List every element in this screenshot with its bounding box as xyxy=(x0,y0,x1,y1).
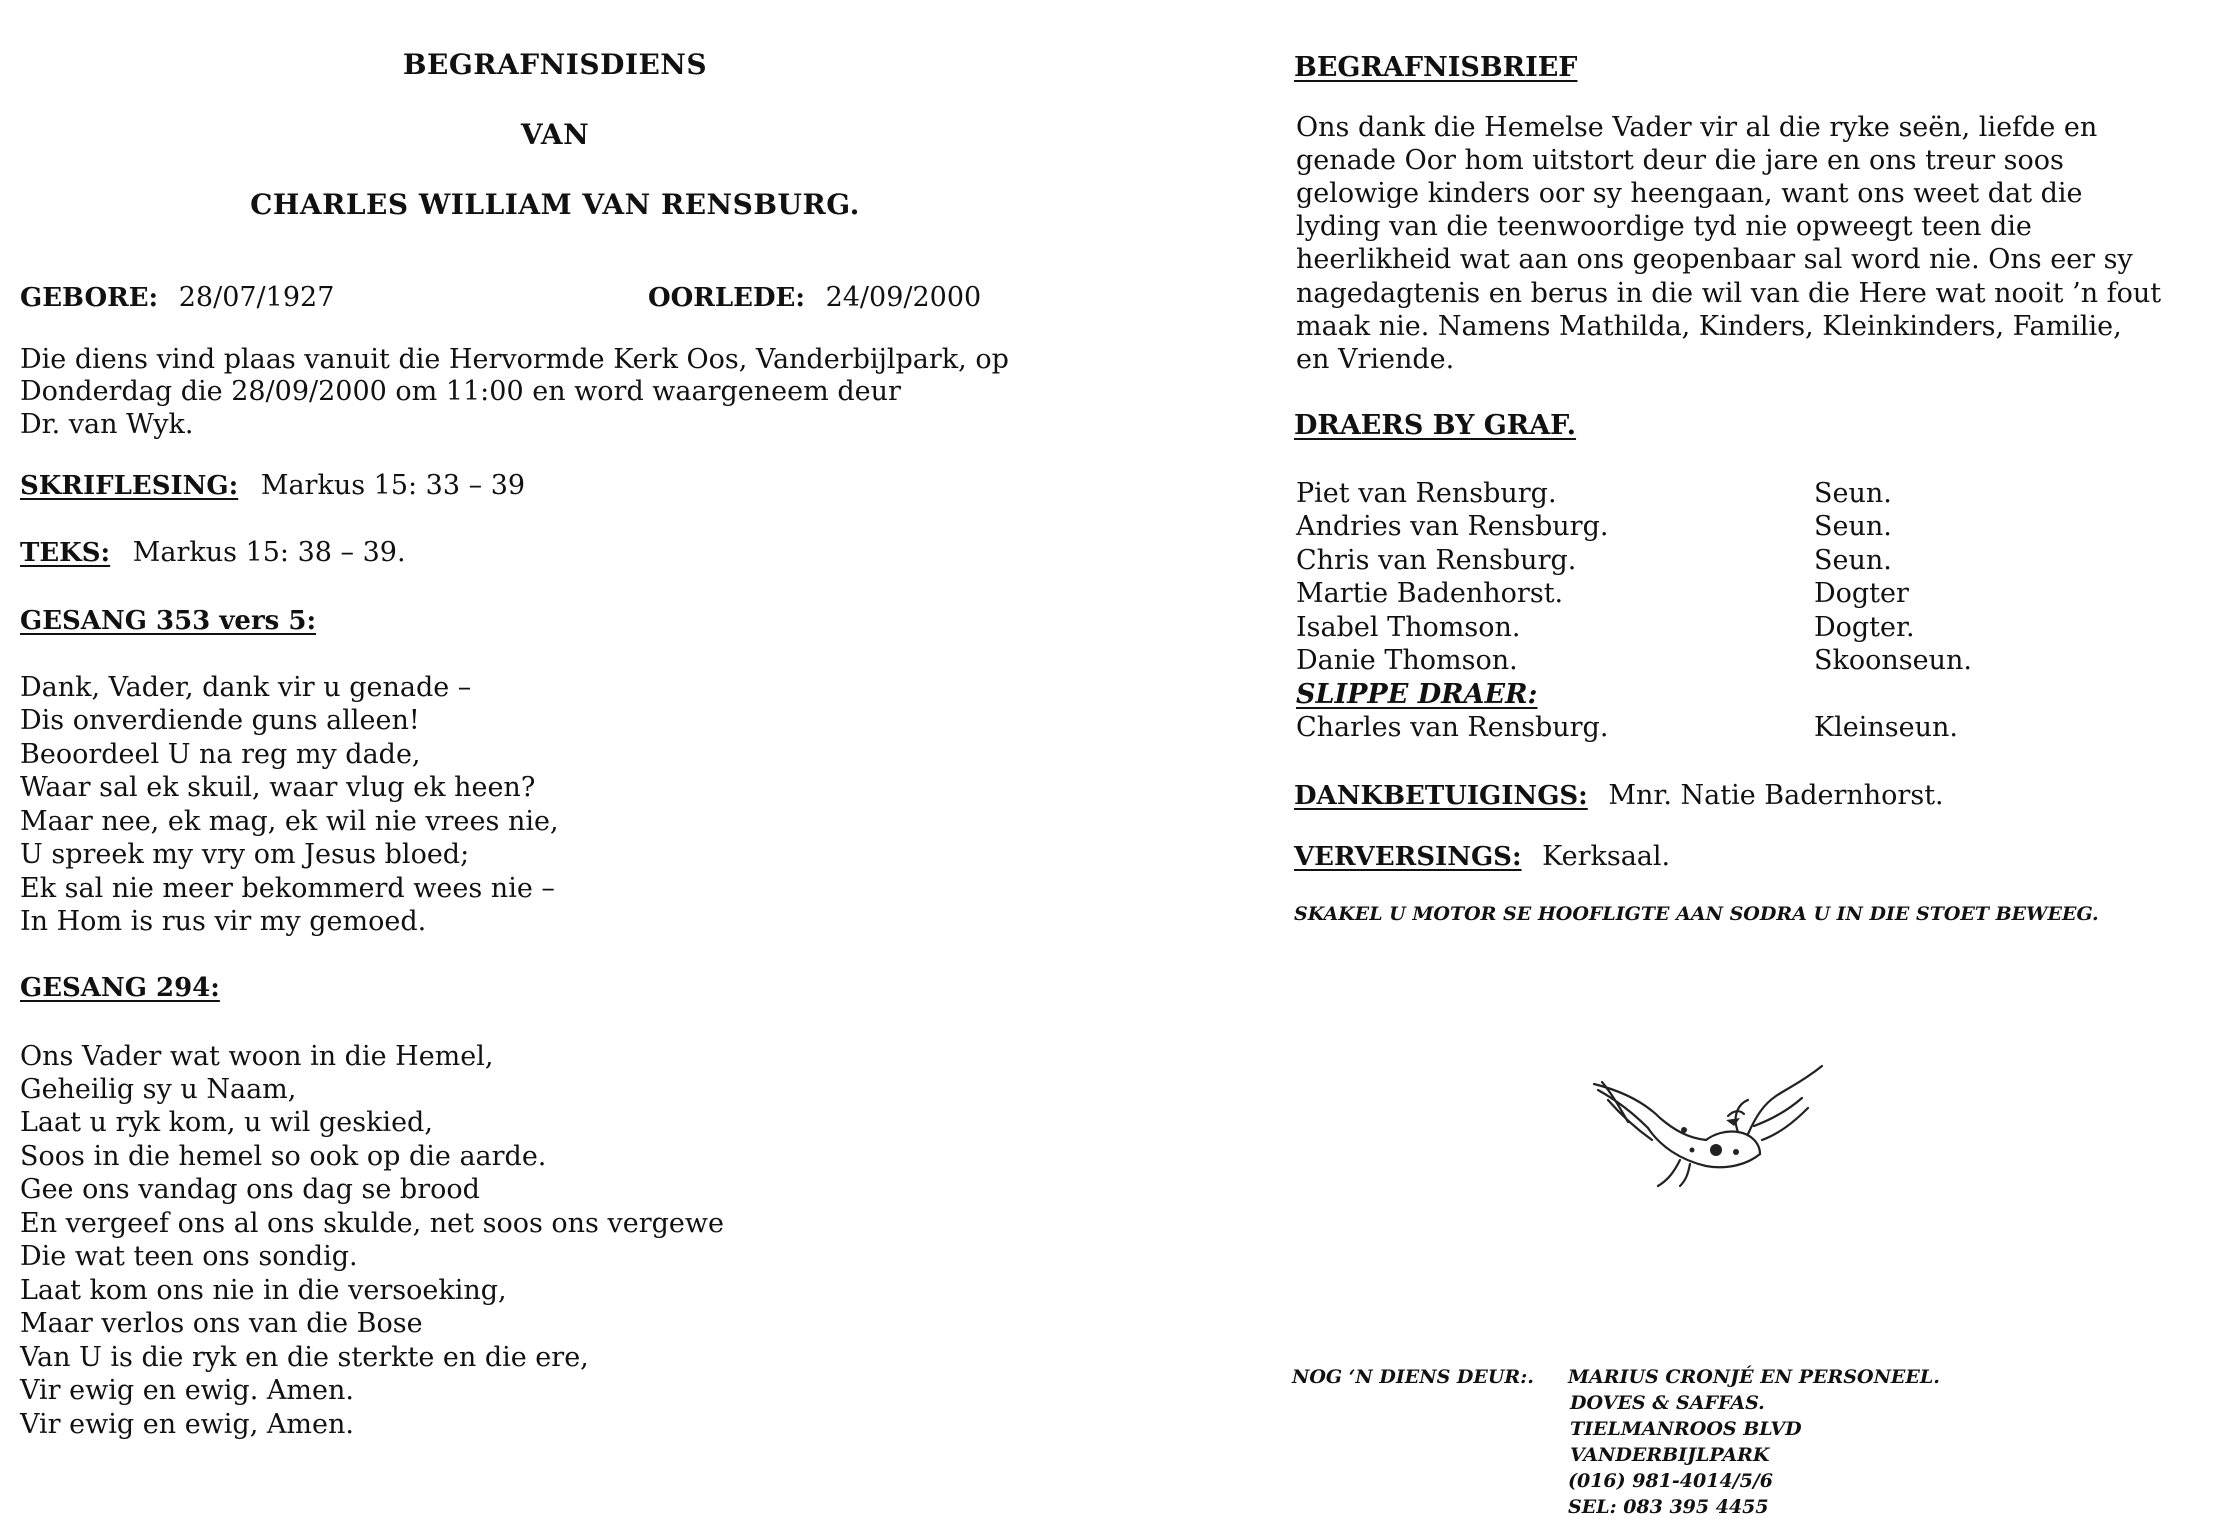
undertaker-line: MARIUS CRONJÉ EN PERSONEEL. xyxy=(1568,1366,1940,1388)
hymn2-line: En vergeef ons al ons skulde, net soos ons vergewe xyxy=(20,1208,724,1239)
undertaker-mobile: SEL: 083 395 4455 xyxy=(1568,1496,1769,1518)
letter-line: nagedagtenis en berus in die wil van die Here wat nooit ’n fout xyxy=(1296,278,2162,309)
program-title-van: VAN xyxy=(520,118,590,151)
hymn1-line: In Hom is rus vir my gemoed. xyxy=(20,906,427,937)
bearer-role: Seun. xyxy=(1814,545,1892,576)
hymn2-line: Laat u ryk kom, u wil geskied, xyxy=(20,1107,433,1138)
died-row xyxy=(648,284,981,311)
bearers-heading: DRAERS BY GRAF. xyxy=(1294,410,1577,441)
hymn1-line: Waar sal ek skuil, waar vlug ek heen? xyxy=(20,772,536,803)
bearer-name: Martie Badenhorst. xyxy=(1296,578,1564,609)
text-value: Markus 15: 38 – 39. xyxy=(132,537,406,568)
hymn1-line: Maar nee, ek mag, ek wil nie vrees nie, xyxy=(20,806,559,837)
refreshments-value: Kerksaal. xyxy=(1542,841,1671,872)
letter-line: Ons dank die Hemelse Vader vir al die ryke seën, liefde en xyxy=(1296,112,2098,143)
letter-heading: BEGRAFNISBRIEF xyxy=(1294,52,1578,83)
letter-line: maak nie. Namens Mathilda, Kinders, Kleinkinders, Familie, xyxy=(1296,311,2122,342)
born-date: 28/07/1927 xyxy=(178,282,335,313)
bearer-name: Andries van Rensburg. xyxy=(1296,511,1609,542)
letter-line: lyding van die teenwoordige tyd nie opweegt teen die xyxy=(1296,211,2032,242)
refreshments-row xyxy=(1294,843,1670,870)
letter-line: heerlikheid wat aan ons geopenbaar sal word nie. Ons eer sy xyxy=(1296,244,2133,275)
hymn2-line: Van U is die ryk en die sterkte en die ere, xyxy=(20,1342,589,1373)
bearer-role: Seun. xyxy=(1814,478,1892,509)
hymn2-line: Vir ewig en ewig. Amen. xyxy=(20,1375,354,1406)
headlights-notice: SKAKEL U MOTOR SE HOOFLIGTE AAN SODRA U IN DIE STOET BEWEEG. xyxy=(1294,903,2099,925)
born-label: GEBORE: xyxy=(20,283,159,313)
text-row xyxy=(20,539,406,566)
hymn1-heading: GESANG 353 vers 5: xyxy=(20,606,317,636)
reserve-bearer-name: Charles van Rensburg. xyxy=(1296,712,1609,743)
letter-line: genade Oor hom uitstort deur die jare en ons treur soos xyxy=(1296,145,2064,176)
died-label: OORLEDE: xyxy=(648,283,805,313)
hymn2-heading: GESANG 294: xyxy=(20,973,220,1003)
hymn2-line: Laat kom ons nie in die versoeking, xyxy=(20,1275,507,1306)
undertaker-line: DOVES & SAFFAS. xyxy=(1570,1392,1765,1414)
bearer-role: Skoonseun. xyxy=(1814,645,1972,676)
reserve-bearer-role: Kleinseun. xyxy=(1814,712,1959,743)
bearer-role: Dogter. xyxy=(1814,612,1915,643)
hymn2-line: Soos in die hemel so ook op die aarde. xyxy=(20,1141,547,1172)
hymn2-line: Vir ewig en ewig, Amen. xyxy=(20,1409,354,1440)
hymn1-line: Dis onverdiende guns alleen! xyxy=(20,705,420,736)
program-title: BEGRAFNISDIENS xyxy=(402,48,708,81)
thanks-label: DANKBETUIGINGS: xyxy=(1294,781,1588,811)
thanks-row xyxy=(1294,782,1944,809)
reading-row xyxy=(20,472,525,499)
bearer-name: Isabel Thomson. xyxy=(1296,612,1521,643)
refreshments-label: VERVERSINGS: xyxy=(1294,842,1522,872)
bearer-name: Piet van Rensburg. xyxy=(1296,478,1557,509)
hymn1-line: U spreek my vry om Jesus bloed; xyxy=(20,839,470,870)
died-date: 24/09/2000 xyxy=(825,282,982,313)
bearer-name: Danie Thomson. xyxy=(1296,645,1518,676)
text-label: TEKS: xyxy=(20,538,111,568)
hymn1-line: Dank, Vader, dank vir u genade – xyxy=(20,672,472,703)
undertaker-phone: (016) 981-4014/5/6 xyxy=(1568,1470,1774,1492)
bearer-name: Chris van Rensburg. xyxy=(1296,545,1577,576)
hymn2-line: Geheilig sy u Naam, xyxy=(20,1074,297,1105)
hymn2-line: Ons Vader wat woon in die Hemel, xyxy=(20,1041,494,1072)
reserve-bearer-heading: SLIPPE DRAER: xyxy=(1296,679,1538,710)
bearer-role: Seun. xyxy=(1814,511,1892,542)
undertaker-line: TIELMANROOS BLVD xyxy=(1570,1418,1802,1440)
thanks-value: Mnr. Natie Badernhorst. xyxy=(1608,780,1944,811)
footer-label: NOG ‘N DIENS DEUR:. xyxy=(1292,1366,1534,1388)
deceased-name: CHARLES WILLIAM VAN RENSBURG. xyxy=(250,188,860,221)
letter-line: gelowige kinders oor sy heengaan, want ons weet dat die xyxy=(1296,178,2083,209)
hymn1-line: Beoordeel U na reg my dade, xyxy=(20,739,421,770)
hymn2-line: Gee ons vandag ons dag se brood xyxy=(20,1174,480,1205)
letter-line: en Vriende. xyxy=(1296,344,1455,375)
service-line: Die diens vind plaas vanuit die Hervormde Kerk Oos, Vanderbijlpark, op xyxy=(20,344,1009,375)
reading-value: Markus 15: 33 – 39 xyxy=(260,470,526,501)
born-row xyxy=(20,284,334,311)
hymn2-line: Maar verlos ons van die Bose xyxy=(20,1308,423,1339)
service-line: Donderdag die 28/09/2000 om 11:00 en word waargeneem deur xyxy=(20,376,901,407)
undertaker-line: VANDERBIJLPARK xyxy=(1570,1444,1770,1466)
hymn1-line: Ek sal nie meer bekommerd wees nie – xyxy=(20,873,555,904)
hymn2-line: Die wat teen ons sondig. xyxy=(20,1241,358,1272)
service-line: Dr. van Wyk. xyxy=(20,409,194,440)
dove-icon xyxy=(1588,1060,1828,1190)
bearer-role: Dogter xyxy=(1814,578,1909,609)
reading-label: SKRIFLESING: xyxy=(20,471,239,501)
